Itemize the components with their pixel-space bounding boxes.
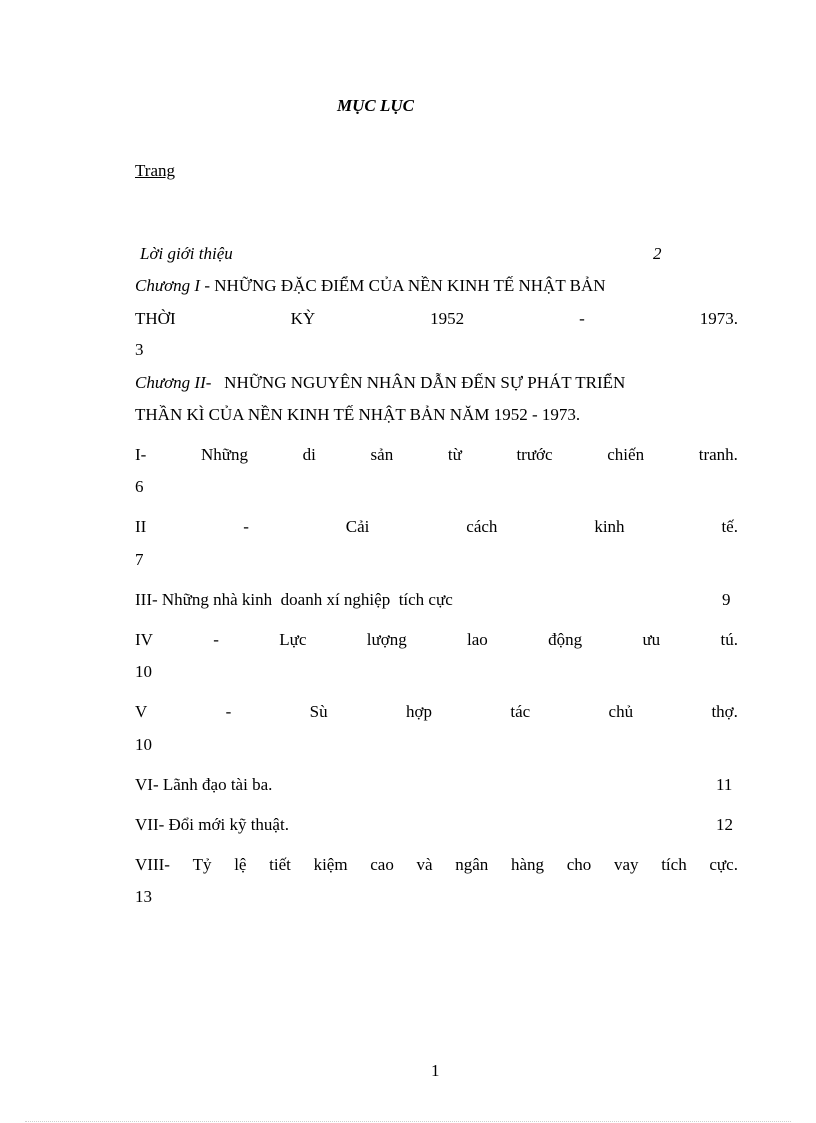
toc-entry-section-7: VII- Đổi mới kỹ thuật. — [135, 815, 289, 834]
page-bottom-divider — [25, 1121, 791, 1122]
word: V — [135, 702, 148, 721]
word: 1952 — [430, 309, 465, 328]
word: lượng — [366, 630, 407, 649]
word: cực. — [709, 855, 738, 874]
word: - — [579, 309, 585, 328]
word: hàng — [511, 855, 545, 874]
word: 1973. — [699, 309, 738, 328]
word: kiệm — [313, 855, 348, 874]
word: ngân — [455, 855, 489, 874]
word: Sù — [309, 702, 328, 721]
word: cách — [466, 517, 498, 536]
toc-entry-section-4 — [135, 630, 738, 650]
word: cho — [566, 855, 592, 874]
section-2-page: 7 — [135, 550, 144, 569]
word: hợp — [406, 702, 432, 721]
word: cao — [370, 855, 394, 874]
section-5-page: 10 — [135, 735, 152, 754]
word: tiết — [269, 855, 291, 874]
page-column-label: Trang — [135, 161, 175, 180]
toc-entry-intro-page: 2 — [653, 244, 662, 263]
word: di — [302, 445, 316, 464]
chapter-2-title-line2: THẦN KÌ CỦA NỀN KINH TẾ NHẬT BẢN NĂM 1952 - 1973. — [135, 405, 581, 424]
word: trước — [516, 445, 553, 464]
word: KỲ — [290, 309, 316, 328]
word: THỜI — [135, 309, 176, 328]
word: tú. — [720, 630, 738, 649]
word: lao — [467, 630, 488, 649]
toc-entry-section-6: VI- Lãnh đạo tài ba. — [135, 775, 273, 794]
word: II — [135, 517, 147, 536]
section-1-page: 6 — [135, 477, 144, 496]
word: IV — [135, 630, 153, 649]
word: tích — [661, 855, 687, 874]
word: vay — [613, 855, 639, 874]
toc-entry-chapter-2 — [135, 373, 625, 393]
word: Cải — [345, 517, 370, 536]
word: và — [416, 855, 433, 874]
word: - — [225, 702, 232, 721]
word: sản — [370, 445, 394, 464]
section-7-page: 12 — [716, 815, 733, 834]
word: - — [213, 630, 219, 649]
chapter-2-title: NHỮNG NGUYÊN NHÂN DẪN ĐẾN SỰ PHÁT TRIỂN — [211, 373, 626, 392]
word: chiến — [607, 445, 645, 464]
toc-entry-section-1 — [135, 445, 738, 465]
word: Lực — [279, 630, 307, 649]
word: tế. — [721, 517, 738, 536]
section-8-page: 13 — [135, 887, 152, 906]
toc-title: MỤC LỤC — [337, 96, 414, 115]
word: Những — [200, 445, 248, 464]
word: kinh — [594, 517, 625, 536]
word: Tỷ — [192, 855, 212, 874]
word: thợ. — [711, 702, 738, 721]
toc-entry-section-8 — [135, 855, 738, 875]
word: từ — [447, 445, 462, 464]
toc-entry-chapter-1 — [135, 276, 606, 296]
word: chủ — [608, 702, 634, 721]
toc-entry-section-5 — [135, 702, 738, 722]
word: tranh. — [698, 445, 738, 464]
toc-entry-section-2 — [135, 517, 738, 537]
chapter-1-prefix: Chương I — [135, 276, 201, 295]
section-6-page: 11 — [716, 775, 733, 794]
section-4-page: 10 — [135, 662, 152, 681]
word: VIII- — [135, 855, 170, 874]
word: I- — [135, 445, 147, 464]
chapter-1-title: - NHỮNG ĐẶC ĐIỂM CỦA NỀN KINH TẾ NHẬT BẢN — [200, 276, 606, 295]
page-number: 1 — [431, 1061, 440, 1080]
word: - — [243, 517, 249, 536]
word: lệ — [234, 855, 247, 874]
section-3-page: 9 — [722, 590, 731, 609]
word: tác — [510, 702, 531, 721]
chapter-1-title-line2 — [135, 309, 738, 329]
chapter-1-page: 3 — [135, 340, 144, 359]
toc-entry-section-3: III- Những nhà kinh doanh xí nghiệp tích cực — [135, 590, 453, 609]
chapter-2-prefix: Chương II- — [135, 373, 212, 392]
toc-entry-intro: Lời giới thiệu — [140, 244, 233, 263]
word: ưu — [642, 630, 661, 649]
word: động — [548, 630, 583, 649]
